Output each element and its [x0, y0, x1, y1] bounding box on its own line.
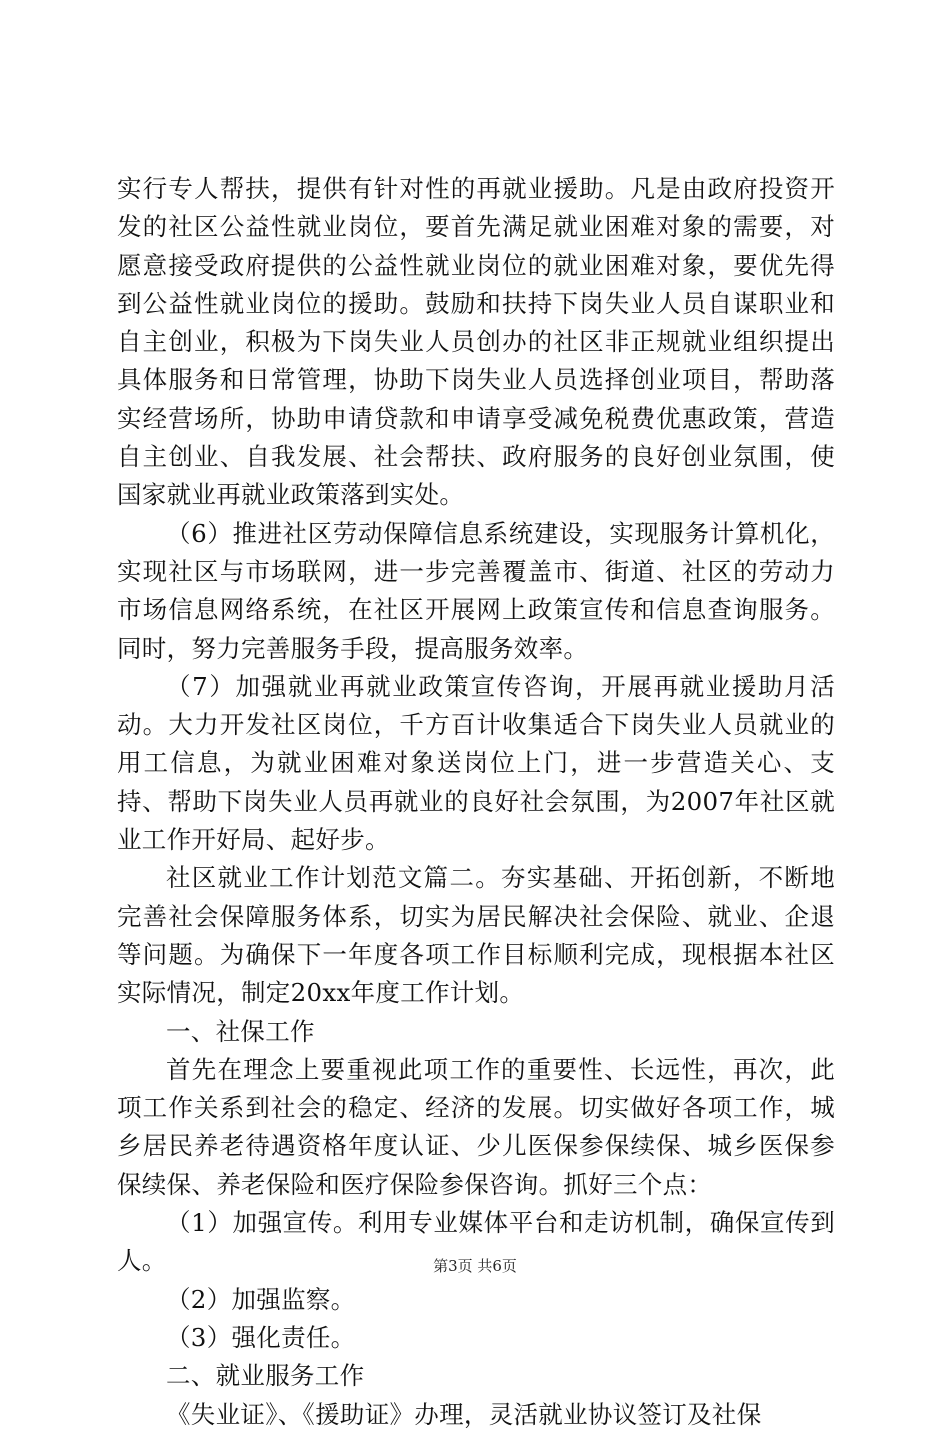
paragraph-item-6: （6）推进社区劳动保障信息系统建设，实现服务计算机化，实现社区与市场联网，进一步完善覆盖市、街道、社区的劳动力市场信息网络系统，在社区开展网上政策宣传和信息查询服务。同时，努力完善服务手段，提高服务效率。: [117, 518, 835, 663]
paragraph-social-security: 首先在理念上要重视此项工作的重要性、长远性，再次，此项工作关系到社会的稳定、经济的发展。切实做好各项工作，城乡居民养老待遇资格年度认证、少儿医保参保续保、城乡医保参保续保、养老保险和医疗保险参保咨询。抓好三个点：: [117, 1054, 835, 1199]
section-heading-employment: 二、就业服务工作: [166, 1361, 365, 1391]
list-item-3: （3）强化责任。: [166, 1322, 356, 1352]
list-item-2: （2）加强监察。: [166, 1284, 356, 1314]
paragraph-continued: 实行专人帮扶，提供有针对性的再就业援助。凡是由政府投资开发的社区公益性就业岗位，要首先满足就业困难对象的需要，对愿意接受政府提供的公益性就业岗位的就业困难对象，要优先得到公益性就业岗位的援助。鼓励和扶持下岗失业人员自谋职业和自主创业，积极为下岗失业人员创办的社区非正规就业组织提出具体服务和日常管理，协助下岗失业人员选择创业项目，帮助落实经营场所，协助申请贷款和申请享受减免税费优惠政策，营造自主创业、自我发展、社会帮扶、政府服务的良好创业氛围，使国家就业再就业政策落到实处。: [117, 174, 835, 510]
list-item-1: （1）加强宣传。利用专业媒体平台和走访机制，确保宣传到人。: [117, 1208, 835, 1276]
section-heading-social-security: 一、社保工作: [166, 1016, 315, 1046]
document-body: [117, 170, 835, 1434]
page-number-footer: 第3页 共6页: [433, 1257, 517, 1275]
paragraph-employment: 《失业证》、《援助证》办理，灵活就业协议签订及社保: [166, 1399, 762, 1429]
paragraph-sample-two-intro: 社区就业工作计划范文篇二。夯实基础、开拓创新，不断地完善社会保障服务体系，切实为居民解决社会保险、就业、企退等问题。为确保下一年度各项工作目标顺利完成，现根据本社区实际情况，制定20xx年度工作计划。: [117, 863, 835, 1008]
paragraph-item-7: （7）加强就业再就业政策宣传咨询，开展再就业援助月活动。大力开发社区岗位，千方百计收集适合下岗失业人员就业的用工信息，为就业困难对象送岗位上门，进一步营造关心、支持、帮助下岗失业人员再就业的良好社会氛围，为2007年社区就业工作开好局、起好步。: [117, 671, 835, 855]
